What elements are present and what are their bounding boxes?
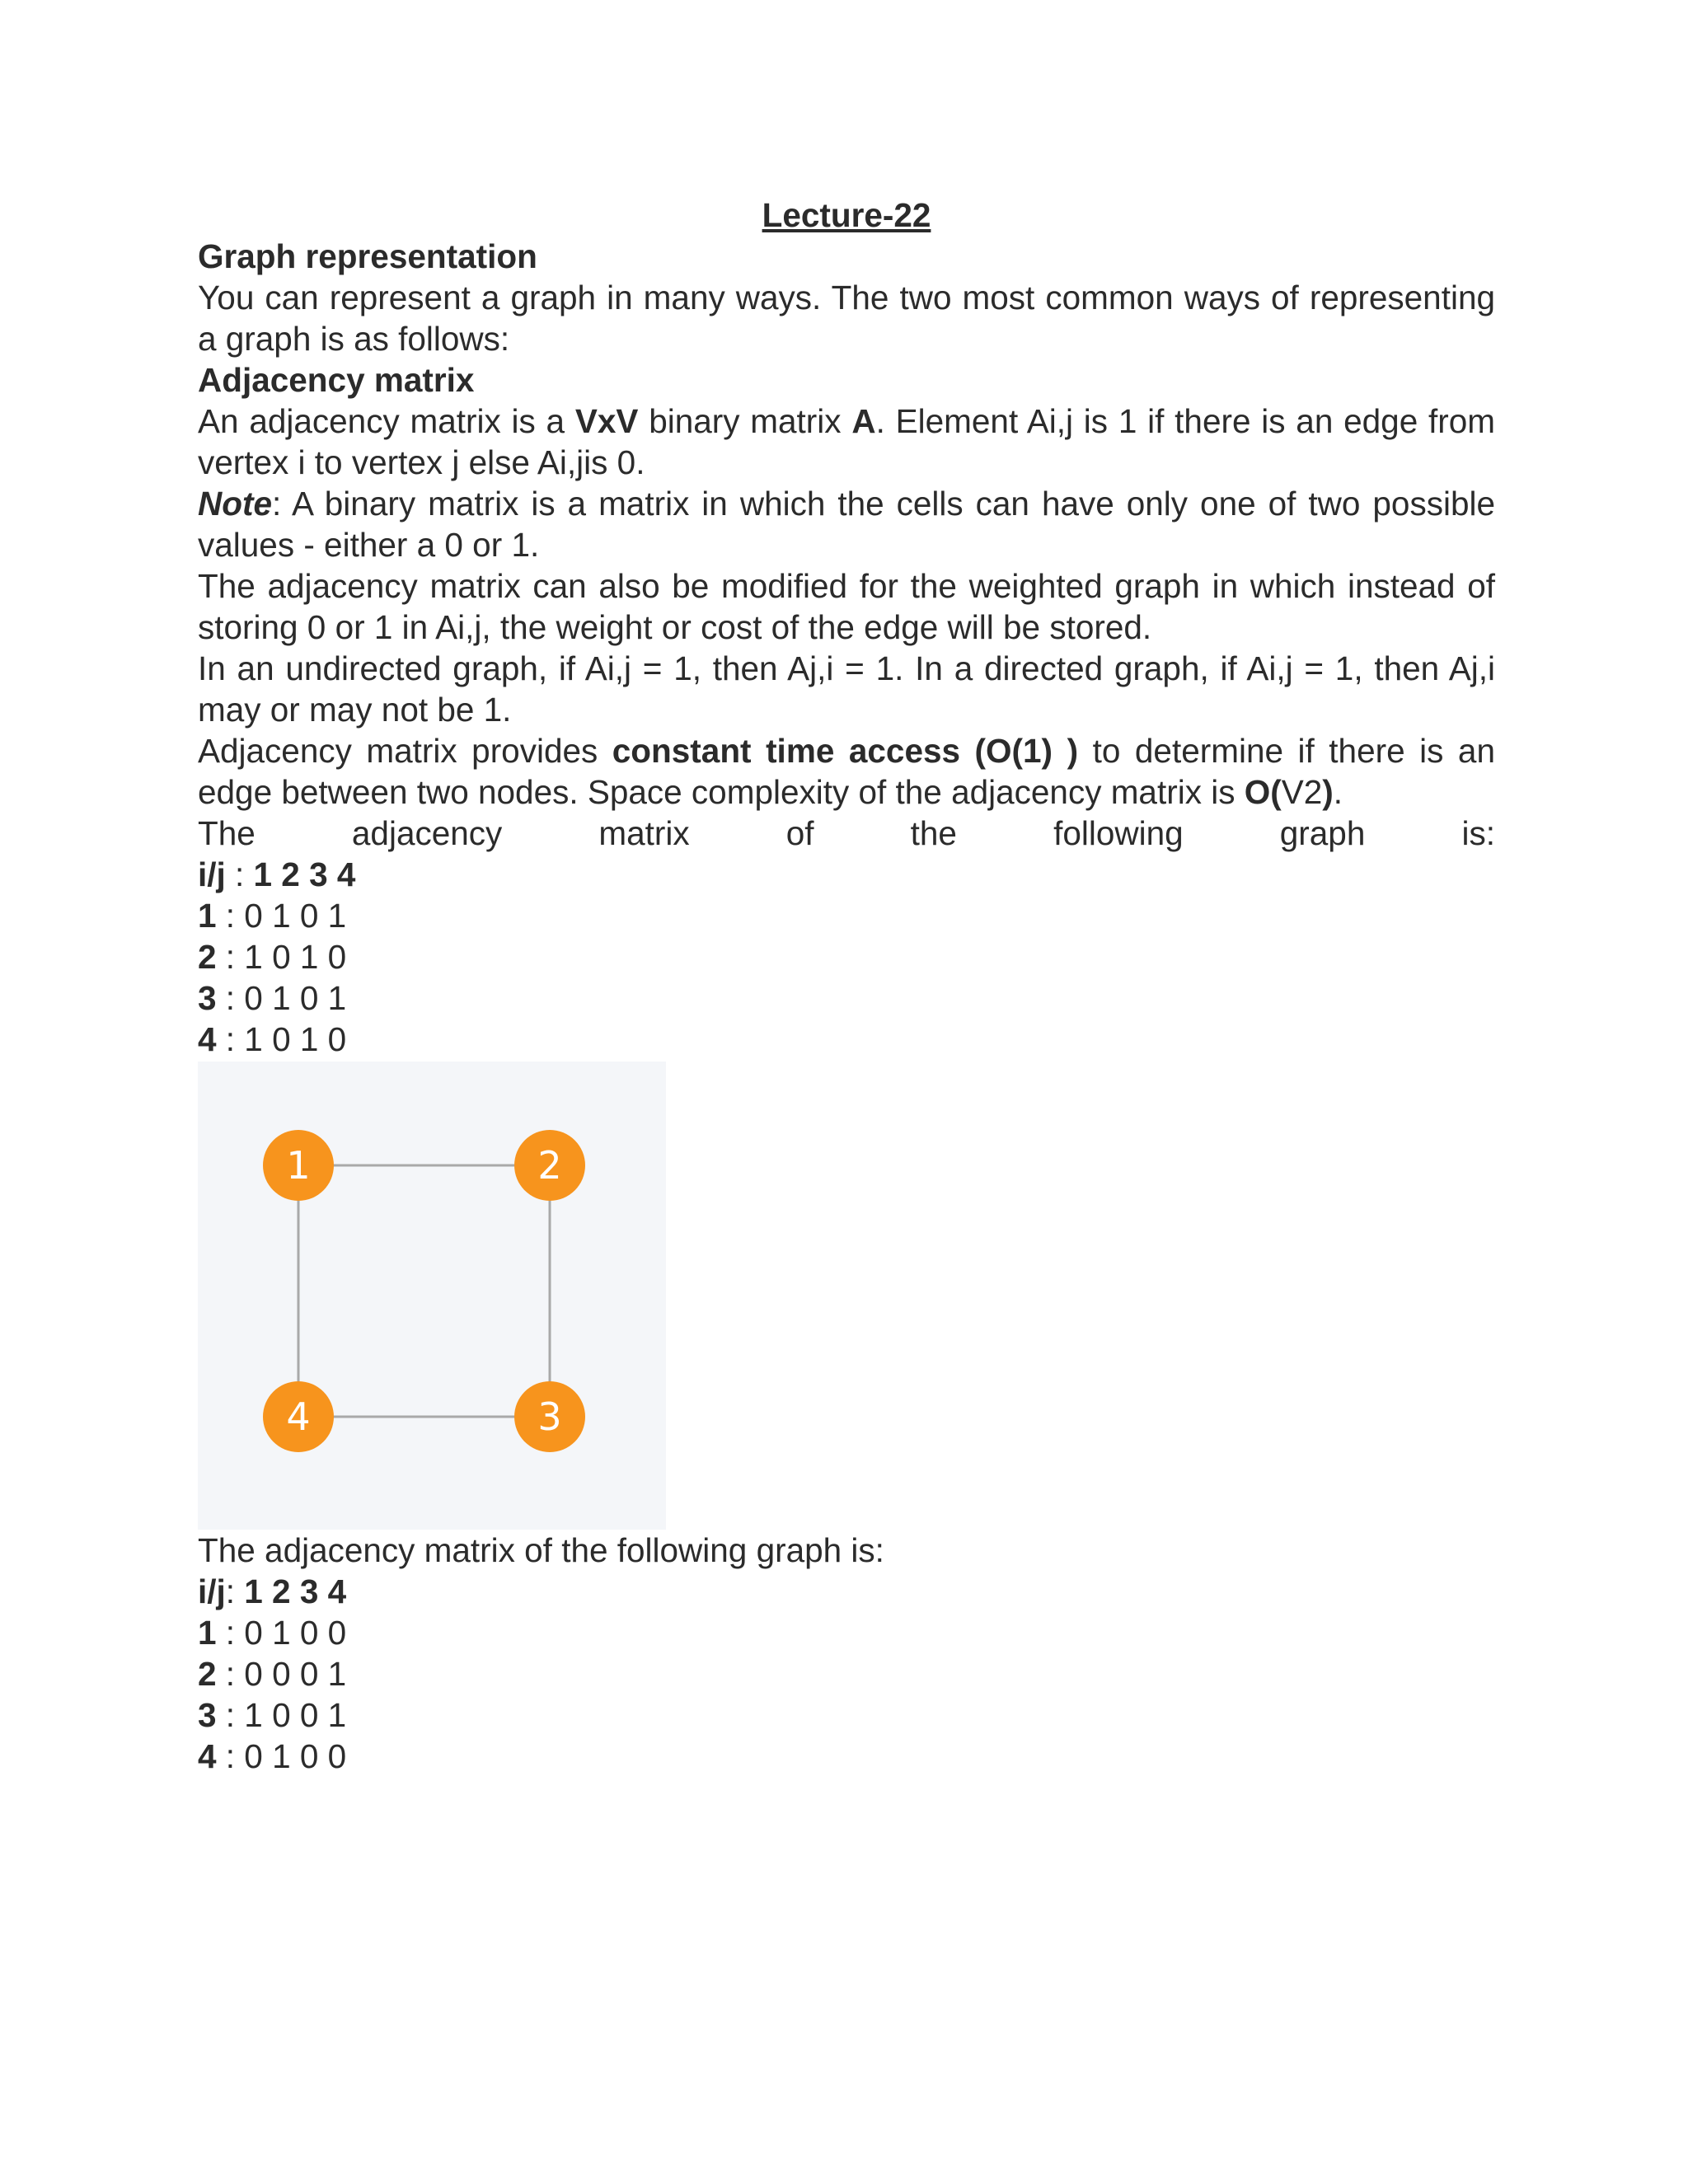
- complexity-text: .: [1333, 773, 1343, 811]
- matrix-row-label: 4: [198, 1020, 217, 1058]
- graph-node-2: [514, 1130, 585, 1201]
- definition-text: An adjacency matrix is a: [198, 402, 575, 440]
- matrix2-row: [198, 1736, 1495, 1777]
- matrix2-row: [198, 1694, 1495, 1736]
- matrix-header-sep: :: [225, 855, 254, 893]
- graph-node-label: 2: [537, 1143, 562, 1188]
- intro-word: matrix: [598, 814, 690, 852]
- matrix-row-values: : 0 1 0 1: [216, 897, 347, 935]
- matrix-row-values: : 0 1 0 0: [216, 1737, 347, 1775]
- matrix-row-label: 3: [198, 979, 217, 1017]
- graph-node-4: [263, 1381, 334, 1452]
- definition-text: binary matrix: [638, 402, 852, 440]
- complexity-constant-time: constant time access (O(1) ): [612, 732, 1079, 770]
- matrix-row-label: 2: [198, 1655, 217, 1693]
- intro-paragraph: You can represent a graph in many ways. The two most common ways of representing a graph is as follows:: [198, 279, 1495, 358]
- complexity-big-o: O(: [1244, 773, 1282, 811]
- graph-node-label: 1: [286, 1143, 311, 1188]
- matrix-row-label: 4: [198, 1737, 217, 1775]
- complexity-text: to determine if there is an edge between two nodes. Space complexity of the adjacency matrix is: [198, 732, 1495, 811]
- matrix-row-label: 2: [198, 938, 217, 976]
- matrix-row-values: : 0 0 0 1: [216, 1655, 347, 1693]
- undirected-paragraph: In an undirected graph, if Ai,j = 1, then Aj,i = 1. In a directed graph, if Ai,j = 1, then Aj,i may or may not be 1.: [198, 649, 1495, 729]
- graph-node-3: [514, 1381, 585, 1452]
- matrix-header-label: i/j: [198, 1572, 226, 1610]
- graph-representation-heading: Graph representation: [198, 237, 537, 275]
- graph-node-label: 4: [286, 1394, 311, 1439]
- note-label: Note: [198, 485, 272, 523]
- note-paragraph: [198, 483, 1495, 565]
- intro-word: adjacency: [351, 814, 503, 852]
- complexity-paren: ): [1322, 773, 1334, 811]
- graph-node-label: 3: [537, 1394, 562, 1439]
- matrix-row-values: : 1 0 1 0: [216, 1020, 347, 1058]
- graph-figure: [198, 1062, 666, 1530]
- intro-word: the: [910, 814, 957, 852]
- definition-paragraph: [198, 401, 1495, 483]
- matrix2-header: [198, 1571, 1495, 1612]
- note-text: : A binary matrix is a matrix in which the cells can have only one of two possible values - either a 0 or 1.: [198, 485, 1495, 564]
- adjacency-matrix-heading: Adjacency matrix: [198, 361, 475, 399]
- document-page: [198, 194, 1495, 1777]
- matrix-row-values: : 1 0 0 1: [216, 1696, 347, 1734]
- intro-word: graph: [1279, 814, 1366, 852]
- matrix-row-label: 1: [198, 1614, 217, 1652]
- definition-text: . Element Ai,j is 1 if there is an edge from vertex i to vertex j else Ai,jis 0.: [198, 402, 1496, 481]
- matrix1-row: [198, 895, 1495, 936]
- matrix1-row: [198, 1019, 1495, 1060]
- matrix-row-values: : 0 1 0 1: [216, 979, 347, 1017]
- matrix-row-values: : 0 1 0 0: [216, 1614, 347, 1652]
- matrix-header-values: 1 2 3 4: [253, 855, 356, 893]
- matrix-row-values: : 1 0 1 0: [216, 938, 347, 976]
- matrix1-row: [198, 936, 1495, 977]
- matrix2-intro: The adjacency matrix of the following graph is:: [198, 1531, 884, 1569]
- graph-svg: [198, 1062, 666, 1530]
- matrix-header-sep: :: [225, 1572, 245, 1610]
- complexity-text: Adjacency matrix provides: [198, 732, 612, 770]
- definition-vxv: VxV: [574, 402, 639, 440]
- weighted-paragraph: The adjacency matrix can also be modified for the weighted graph in which instead of storing 0 or 1 in Ai,j, the weight or cost of the edge will be stored.: [198, 567, 1495, 646]
- matrix1-header: [198, 854, 1495, 895]
- matrix1-row: [198, 977, 1495, 1019]
- matrix2-row: [198, 1653, 1495, 1694]
- matrix1-intro-line: [198, 813, 1495, 854]
- matrix-row-label: 3: [198, 1696, 217, 1734]
- matrix-row-label: 1: [198, 897, 217, 935]
- definition-a: A: [851, 402, 876, 440]
- matrix2: [198, 1571, 1495, 1777]
- complexity-v2: V2: [1281, 773, 1323, 811]
- lecture-title: Lecture-22: [762, 196, 931, 234]
- graph-node-1: [263, 1130, 334, 1201]
- matrix2-row: [198, 1612, 1495, 1653]
- matrix-header-values: 1 2 3 4: [244, 1572, 347, 1610]
- matrix-header-label: i/j: [198, 855, 226, 893]
- intro-word: The: [198, 814, 256, 852]
- matrix1: [198, 854, 1495, 1060]
- intro-word: of: [785, 814, 814, 852]
- intro-word: is:: [1461, 814, 1495, 852]
- intro-word: following: [1053, 814, 1184, 852]
- complexity-paragraph: [198, 730, 1495, 813]
